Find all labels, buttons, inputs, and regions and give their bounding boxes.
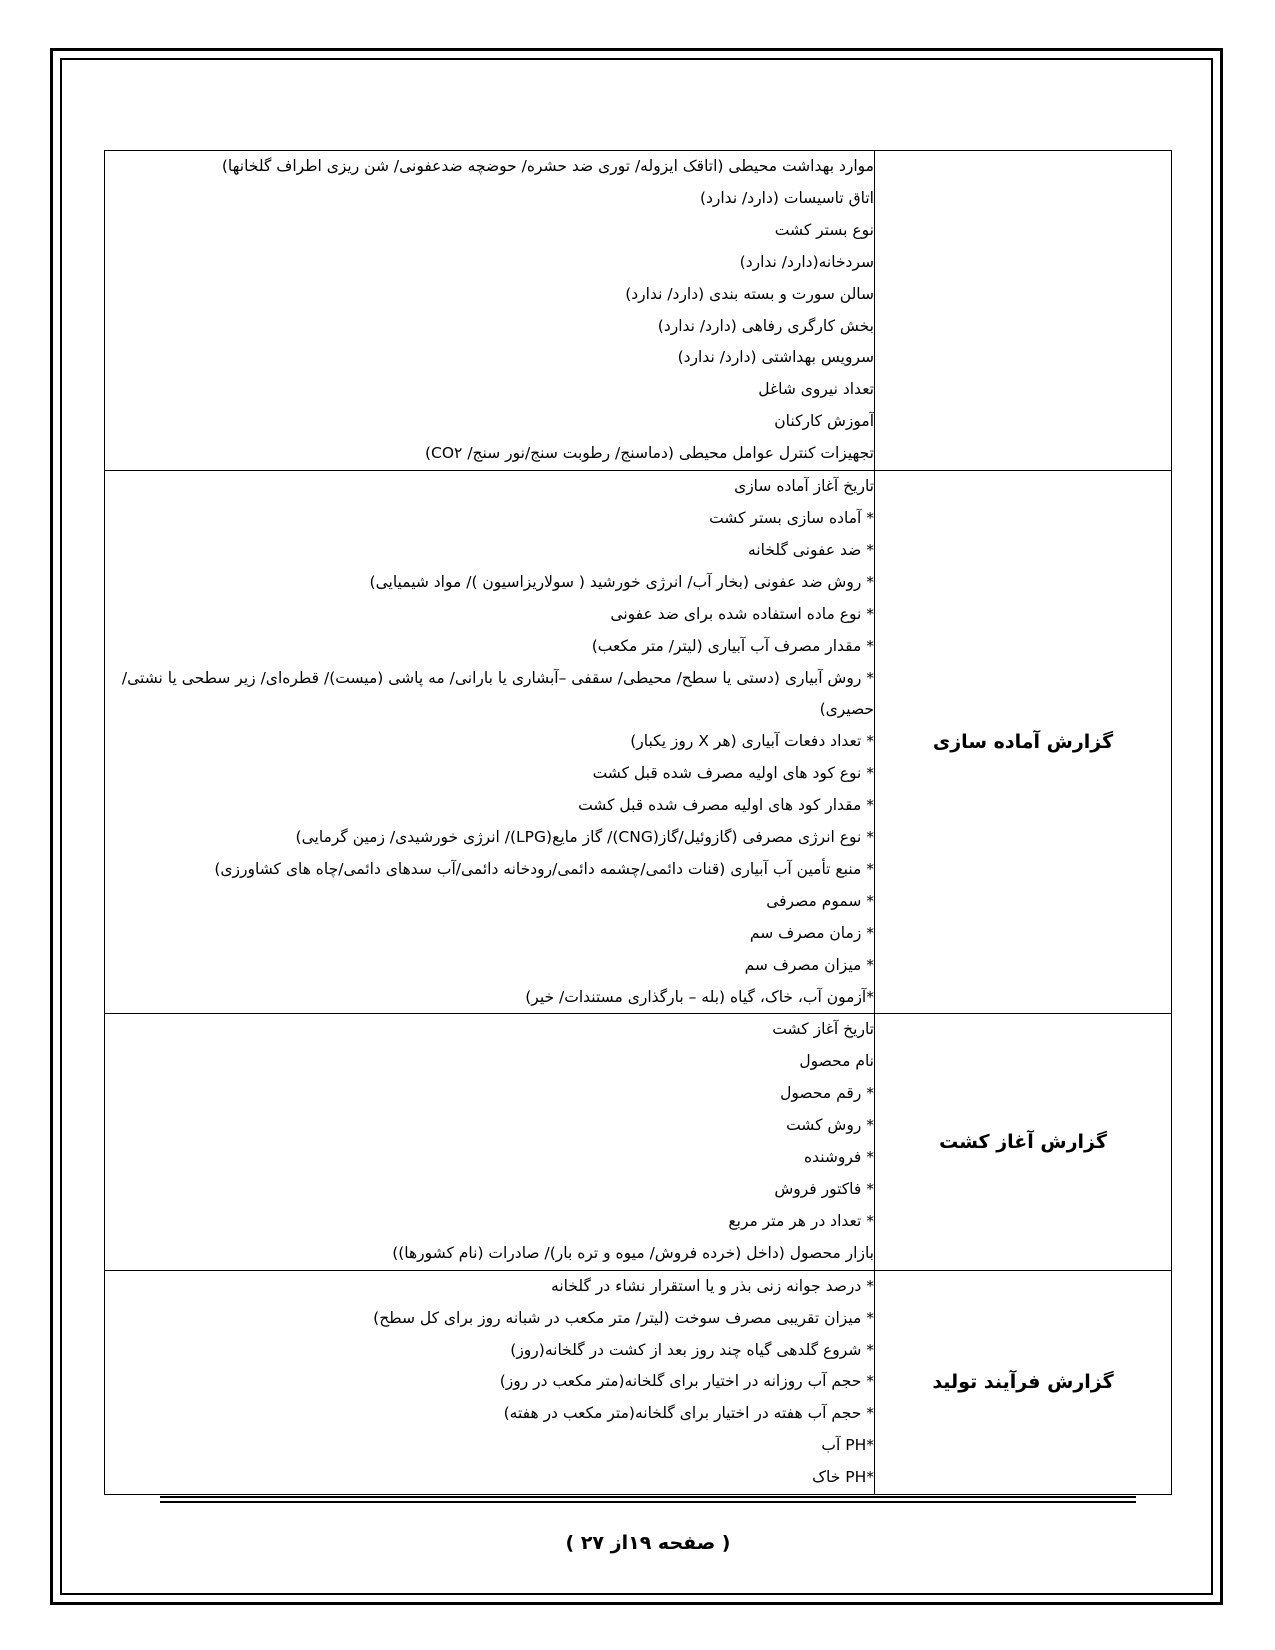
page-number: ( صفحه ۱۹از ۲۷ ) <box>565 1532 731 1554</box>
list-item: * درصد جوانه زنی بذر و یا استقرار نشاء در گلخانه <box>551 1276 874 1295</box>
list-item: * مقدار مصرف آب آبیاری (لیتر/ متر مکعب) <box>591 636 874 655</box>
list-item: * حجم آب هفته در اختیار برای گلخانه(متر مکعب در هفته) <box>503 1404 874 1423</box>
list-item: موارد بهداشت محیطی (اتاقک ایزوله/ توری ضد حشره/ حوضچه ضدعفونی/ شن ریزی اطراف گلخانها) <box>221 157 874 175</box>
list-item: * روش کشت <box>786 1116 874 1135</box>
section-label: گزارش آماده سازی <box>875 471 1172 1014</box>
table-row <box>105 1014 1172 1270</box>
list-item: * شروع گلدهی گیاه چند روز بعد از کشت در گلخانه(روز) <box>510 1340 874 1359</box>
list-item: آموزش کارکنان <box>774 412 874 431</box>
list-item: * زمان مصرف سم <box>749 923 874 942</box>
list-item: بخش کارگری رفاهی (دارد/ ندارد) <box>657 316 874 335</box>
list-item: نام محصول <box>799 1052 874 1071</box>
list-item: * تعداد در هر متر مربع <box>728 1211 874 1230</box>
list-item: *PH خاک <box>812 1468 874 1487</box>
list-item: * آماده سازی بستر کشت <box>709 508 874 527</box>
footer-rule-bottom <box>160 1501 1136 1503</box>
section-items <box>105 151 875 471</box>
list-item: * منبع تأمین آب آبیاری (قنات دائمی/چشمه دائمی/رودخانه دائمی/آب سدهای دائمی/چاه های کشاورزی) <box>214 859 874 878</box>
list-item: سالن سورت و بسته بندی (دارد/ ندارد) <box>625 284 874 303</box>
list-item: * روش ضد عفونی (بخار آب/ انرژی خورشید ( سولاریزاسیون )/ مواد شیمیایی) <box>369 572 874 591</box>
list-item: * نوع ماده استفاده شده برای ضد عفونی <box>610 604 874 623</box>
list-item: * میزان تقریبی مصرف سوخت (لیتر/ متر مکعب در شبانه روز برای کل سطح) <box>373 1308 874 1327</box>
list-item: * حجم آب روزانه در اختیار برای گلخانه(متر مکعب در روز) <box>499 1372 874 1391</box>
list-item: تاریخ آغاز آماده سازی <box>734 477 874 496</box>
list-item: سردخانه(دارد/ ندارد) <box>739 252 874 271</box>
section-label <box>875 151 1172 471</box>
list-item: * ضد عفونی گلخانه <box>747 540 874 559</box>
list-item: * سموم مصرفی <box>766 891 874 910</box>
list-item: *آزمون آب، خاک، گیاه (بله – بارگذاری مستندات/ خیر) <box>525 987 874 1006</box>
list-item: بازار محصول (داخل (خرده فروش/ میوه و تره بار)/ صادرات (نام کشورها)) <box>392 1243 874 1262</box>
list-item: *PH آب <box>821 1436 874 1455</box>
list-item: * روش آبیاری (دستی یا سطح/ محیطی/ سقفی –آبشاری یا بارانی/ مه پاشی (میست)/ قطره‌ای/ زیر سطحی یا نشتی/ حصیری) <box>121 668 874 719</box>
section-items <box>105 1270 875 1494</box>
list-item: تاریخ آغاز کشت <box>772 1020 874 1039</box>
footer-rule-top <box>160 1496 1136 1498</box>
report-table <box>104 150 1172 1495</box>
list-item: * میزان مصرف سم <box>744 955 874 974</box>
list-item: * تعداد دفعات آبیاری (هر X روز یکبار) <box>630 732 874 751</box>
list-item: * فروشنده <box>803 1148 874 1167</box>
table-row <box>105 1270 1172 1494</box>
section-items <box>105 471 875 1014</box>
section-items <box>105 1014 875 1270</box>
list-item: سرویس بهداشتی (دارد/ ندارد) <box>677 348 874 367</box>
section-label: گزارش آغاز کشت <box>875 1014 1172 1270</box>
table-row <box>105 151 1172 471</box>
list-item: * فاکتور فروش <box>774 1180 874 1198</box>
list-item: * نوع انرژی مصرفی (گازوئیل/گاز(CNG)/ گاز مایع(LPG)/ انرژی خورشیدی/ زمین گرمایی) <box>295 828 874 847</box>
list-item: * مقدار کود های اولیه مصرف شده قبل کشت <box>578 796 874 815</box>
list-item: نوع بستر کشت <box>774 220 874 239</box>
list-item: تجهیزات کنترل عوامل محیطی (دماسنج/ رطوبت سنج/نور سنج/ CO۲) <box>424 444 874 463</box>
list-item: اتاق تاسیسات (دارد/ ندارد) <box>699 188 874 207</box>
list-item: * نوع کود های اولیه مصرف شده قبل کشت <box>592 764 874 783</box>
section-label: گزارش فرآیند تولید <box>875 1270 1172 1494</box>
table-row <box>105 471 1172 1014</box>
list-item: * رقم محصول <box>780 1084 874 1103</box>
list-item: تعداد نیروی شاغل <box>758 380 874 399</box>
